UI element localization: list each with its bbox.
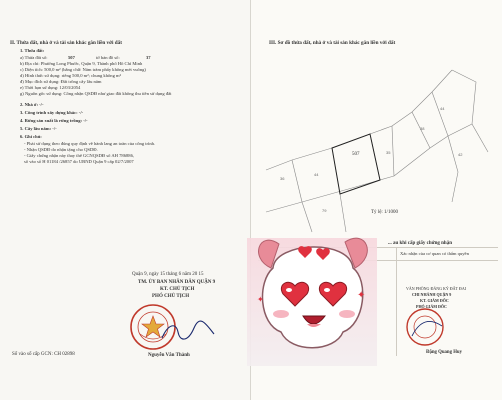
- office-line-3: KT. GIÁM ĐỐC: [420, 298, 449, 303]
- signing-date: Quận 9, ngày 15 tháng 6 năm 20 15: [132, 272, 204, 277]
- svg-text:42: 42: [458, 152, 463, 157]
- office-line-1: VĂN PHÒNG ĐĂNG KÝ ĐẤT ĐAI: [406, 286, 467, 291]
- svg-text:✦: ✦: [357, 290, 366, 301]
- section-title-right: III. Sơ đồ thửa đất, nhà ở và tài sản khác gắn liền với đất: [269, 40, 396, 46]
- book-number: Số vào sổ cấp GCN: CH 02898: [12, 352, 75, 357]
- section-construction: 3. Công trình xây dựng khác: -/-: [20, 110, 84, 115]
- confirm-header: Xác nhận của cơ quan có thẩm quyền: [400, 251, 469, 256]
- svg-text:36: 36: [280, 176, 285, 181]
- svg-text:35: 35: [386, 150, 391, 155]
- table-column-rule: [396, 248, 397, 356]
- signing-kt: KT. CHỦ TỊCH: [160, 287, 195, 292]
- parcel-label: a) Thửa đất số:: [20, 55, 48, 60]
- address-line: b) Địa chỉ: Phường Long Phước, Quận 9, Thành phố Hồ Chí Minh: [20, 61, 143, 66]
- cartoon-heart-eyes-sticker: [245, 228, 380, 368]
- svg-text:44: 44: [440, 106, 445, 111]
- signature-mark: [158, 318, 218, 346]
- section-notes: 6. Ghi chú:: [20, 134, 42, 139]
- map-sheet-label: tờ bản đồ số:: [96, 55, 120, 60]
- office-line-2: CHI NHÁNH QUẬN 9: [412, 292, 452, 297]
- changes-title: ... au khi cấp giấy chứng nhận: [388, 241, 452, 246]
- signing-role: PHÓ CHỦ TỊCH: [152, 294, 190, 299]
- section-perennial: 5. Cây lâu năm: -/-: [20, 126, 57, 131]
- section-forest: 4. Rừng sản xuất là rừng trồng: -/-: [20, 118, 88, 123]
- note-2: - Nhận QSDĐ do nhận tặng cho QSDĐ.: [24, 147, 98, 152]
- section-house: 2. Nhà ở: -/-: [20, 102, 44, 107]
- signing-org: TM. ỦY BAN NHÂN DÂN QUẬN 9: [138, 280, 216, 285]
- parcel-map-label: 507: [352, 152, 360, 157]
- svg-text:38: 38: [420, 126, 425, 131]
- svg-text:79: 79: [322, 208, 327, 213]
- note-3: - Giấy chứng nhận này thay thế GCNQSDĐ số AH 786886,: [24, 153, 135, 158]
- map-scale: Tỷ lệ: 1/1000: [371, 210, 398, 215]
- svg-text:✦: ✦: [257, 295, 264, 304]
- officer-name: Đặng Quang Huy: [426, 350, 462, 355]
- use-form-line: d) Hình thức sử dụng: riêng 500,0 m²; chung không m²: [20, 73, 122, 78]
- signer-name: Nguyễn Văn Thành: [148, 353, 190, 358]
- parcel-number: 507: [68, 55, 75, 60]
- note-1: - Phải sử dụng theo đúng quy định về hành lang an toàn của công trình.: [24, 141, 156, 146]
- section-title-left: II. Thửa đất, nhà ở và tài sản khác gắn liền với đất: [10, 40, 122, 46]
- origin-line: g) Nguồn gốc sử dụng: Công nhận QSDĐ như giao đất không thu tiền sử dụng đất: [20, 91, 172, 96]
- purpose-line: đ) Mục đích sử dụng: Đất trồng cây lâu năm: [20, 79, 102, 84]
- svg-text:44: 44: [314, 172, 319, 177]
- subsection-parcel: 1. Thửa đất:: [20, 48, 45, 53]
- office-seal: [404, 306, 446, 348]
- map-sheet-number: 37: [146, 55, 151, 60]
- area-line: c) Diện tích: 500,0 m² (bằng chữ: Năm trăm phẩy không mét vuông): [20, 67, 146, 72]
- note-4: số vào sổ H 01184 /26857 do UBND Quận 9 cấp 02/7/2007: [24, 159, 134, 164]
- office-line-4: PHÓ GIÁM ĐỐC: [416, 304, 447, 309]
- duration-line: e) Thời hạn sử dụng: 12/03/2054: [20, 85, 81, 90]
